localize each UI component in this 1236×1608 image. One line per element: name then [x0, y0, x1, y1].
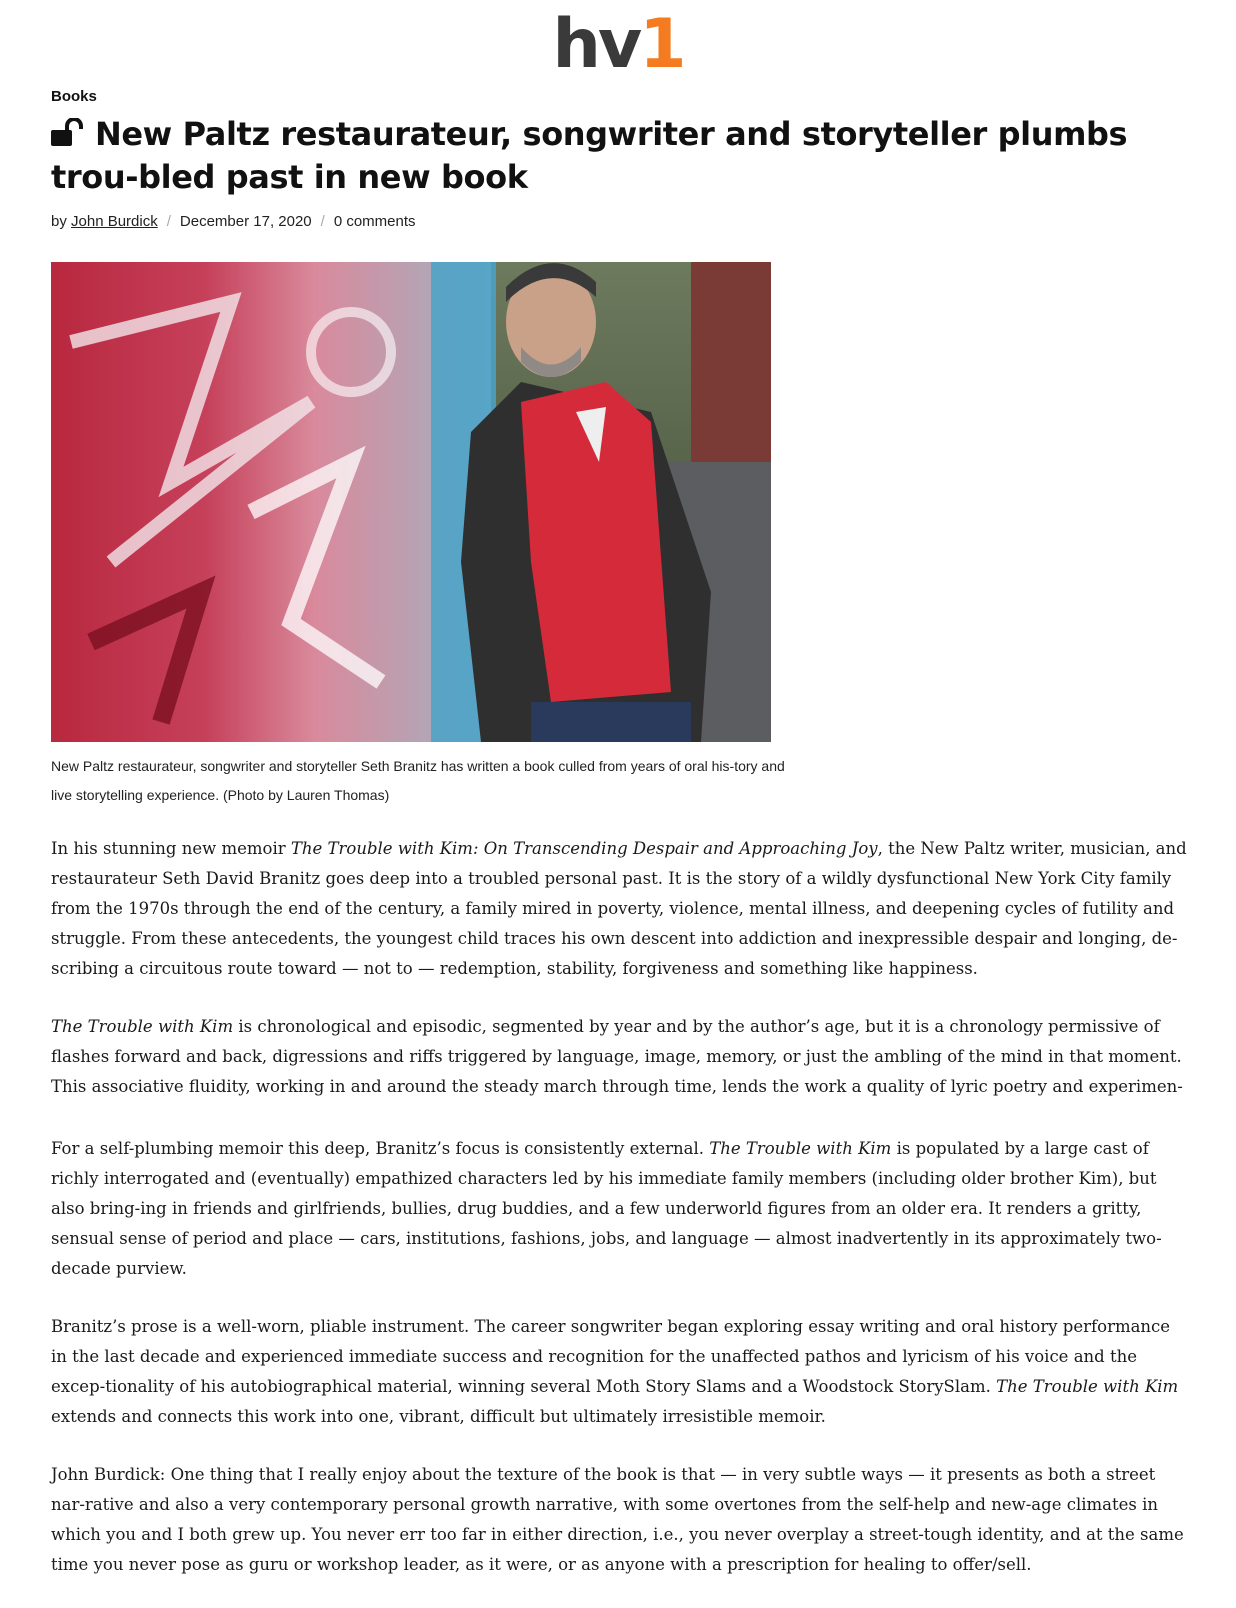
- photo-caption: New Paltz restaurateur, songwriter and storyteller Seth Branitz has written a book culled from years of oral his-tory and live storytelling experience. (Photo by Lauren Thomas): [51, 758, 785, 803]
- article-body: [51, 834, 1191, 1608]
- byline-separator: /: [166, 213, 171, 230]
- paragraph: [51, 1312, 1191, 1432]
- paragraph-text: Branitz’s prose is a well-worn, pliable instrument. The career songwriter began exploring essay writing and oral history performance in the last decade and experienced immediate success and recognition for the unaffected pathos and lyricism of his voice and the excep-tionality of his autobiographical material, winning several Moth Story Slams and a Woodstock StorySlam.: [51, 1317, 1171, 1396]
- book-title: The Trouble with Kim: On Transcending Despair and Approaching Joy: [290, 839, 878, 858]
- byline: [51, 213, 416, 230]
- paragraph: [51, 1134, 1191, 1284]
- logo-text-hv: hv: [552, 5, 640, 84]
- paragraph-text: For a self-plumbing memoir this deep, Branitz’s focus is consistently external.: [51, 1139, 710, 1158]
- logo-text-one: 1: [639, 5, 684, 84]
- byline-prefix: by: [51, 213, 67, 230]
- byline-separator: /: [320, 213, 325, 230]
- comments-link[interactable]: 0 comments: [333, 213, 416, 230]
- paragraph: [51, 1012, 1191, 1102]
- paragraph-text: , the New Paltz writer, musician, and restaurateur Seth David Branitz goes deep into a troubled personal past. It is the story of a wildly dysfunctional New York City family from the 1970s through the end of the century, a family mired in poverty, violence, mental illness, and deepening cycles of futility and struggle. From these antecedents, the youngest child traces his own descent into addiction and inexpressible despair and longing, de-scribing a circuitous route toward — not to — redemption, stability, forgiveness and something like happiness.: [51, 839, 1187, 978]
- paragraph: John Burdick: One thing that I really enjoy about the texture of the book is that — in very subtle ways — it presents as both a street nar-rative and also a very contemporary personal growth narrative, with some overtones from the self-help and new-age climates in which you and I both grew up. You never err too far in either direction, i.e., you never overplay a street-tough identity, and at the same time you never pose as guru or workshop leader, as it were, or as anyone with a prescription for healing to offer/sell.: [51, 1465, 1184, 1574]
- article-title: [51, 113, 1191, 199]
- book-title: The Trouble with Kim: [709, 1139, 892, 1158]
- book-title: The Trouble with Kim: [51, 1017, 234, 1036]
- book-title: The Trouble with Kim: [996, 1377, 1179, 1396]
- article-title-text: New Paltz restaurateur, songwriter and storyteller plumbs trou-bled past in new book: [51, 115, 1128, 196]
- paragraph-text: In his stunning new memoir: [51, 839, 291, 858]
- paragraph: [51, 834, 1191, 984]
- unlocked-padlock-icon: [51, 116, 85, 146]
- paragraph-text: is chronological and episodic, segmented by year and by the author’s age, but it is a chronology permissive of flashes forward and back, digressions and riffs triggered by language, image, memory, or just the ambling of the mind in that moment. This associative fluidity, working in and around the steady march through time, lends the work a quality of lyric poetry and experimen-: [51, 1017, 1183, 1096]
- paragraph-text: is populated by a large cast of richly interrogated and (eventually) empathized characters led by his immediate family members (including older brother Kim), but also bring-ing in friends and girlfriends, bullies, drug buddies, and a few underworld figures from an older era. It renders a gritty, sensual sense of period and place — cars, institutions, fashions, jobs, and language — almost inadvertently in its approximately two-decade purview.: [51, 1139, 1162, 1278]
- article-photo: [51, 262, 771, 742]
- site-logo[interactable]: [0, 5, 1236, 84]
- article-date: December 17, 2020: [179, 213, 312, 230]
- paragraph-text: extends and connects this work into one, vibrant, difficult but ultimately irresistible memoir.: [51, 1407, 826, 1426]
- author-link[interactable]: John Burdick: [71, 213, 158, 230]
- category-link[interactable]: Books: [51, 88, 97, 105]
